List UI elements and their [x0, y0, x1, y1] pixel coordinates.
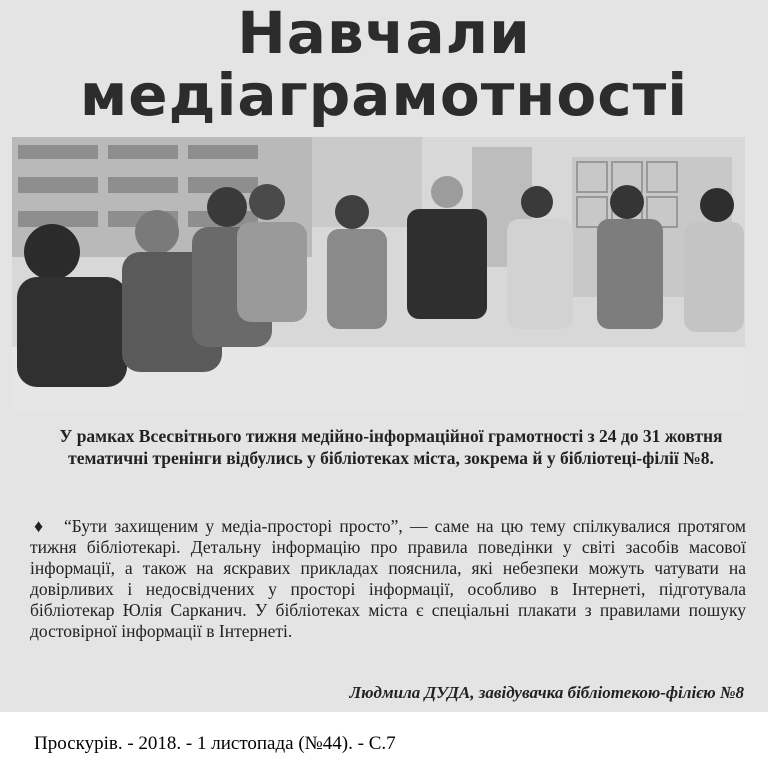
headline-line-1: Навчали: [237, 0, 531, 67]
article-byline: Людмила ДУДА, завідувачка бібліотекою-філією №8: [349, 683, 744, 702]
article-body: “Бути захищеним у медіа-просторі просто”, — саме на цю тему спілкувалися протягом тижня бібліотекарі. Детальну інформацію про правила поведінки у світі засобів масової інформації, а також на яскравих прикладах пояснила, які небезпеки можуть чатувати на довірливих і недосвідчених у просторі інформації, особливо в Інтернеті, підготувала бібліотекар Юлія Сарканич. У бібліотеках міста є спеціальні плакати з правилами пошуку достовірної інформації в Інтернеті.: [30, 516, 746, 641]
bullet-diamond-icon: ♦: [34, 516, 44, 536]
article-lead: У рамках Всесвітнього тижня медійно-інформаційної грамотності з 24 до 31 жовтня тематичні тренінги відбулись у бібліотеках міста, зокрема й у бібліотеці-філії №8.: [59, 426, 723, 468]
article-photo: [12, 137, 745, 411]
photo-illustration: [12, 137, 745, 411]
source-citation: Проскурів. - 2018. - 1 листопада (№44). - С.7: [34, 733, 396, 754]
headline-line-2: медіаграмотності: [79, 61, 689, 129]
